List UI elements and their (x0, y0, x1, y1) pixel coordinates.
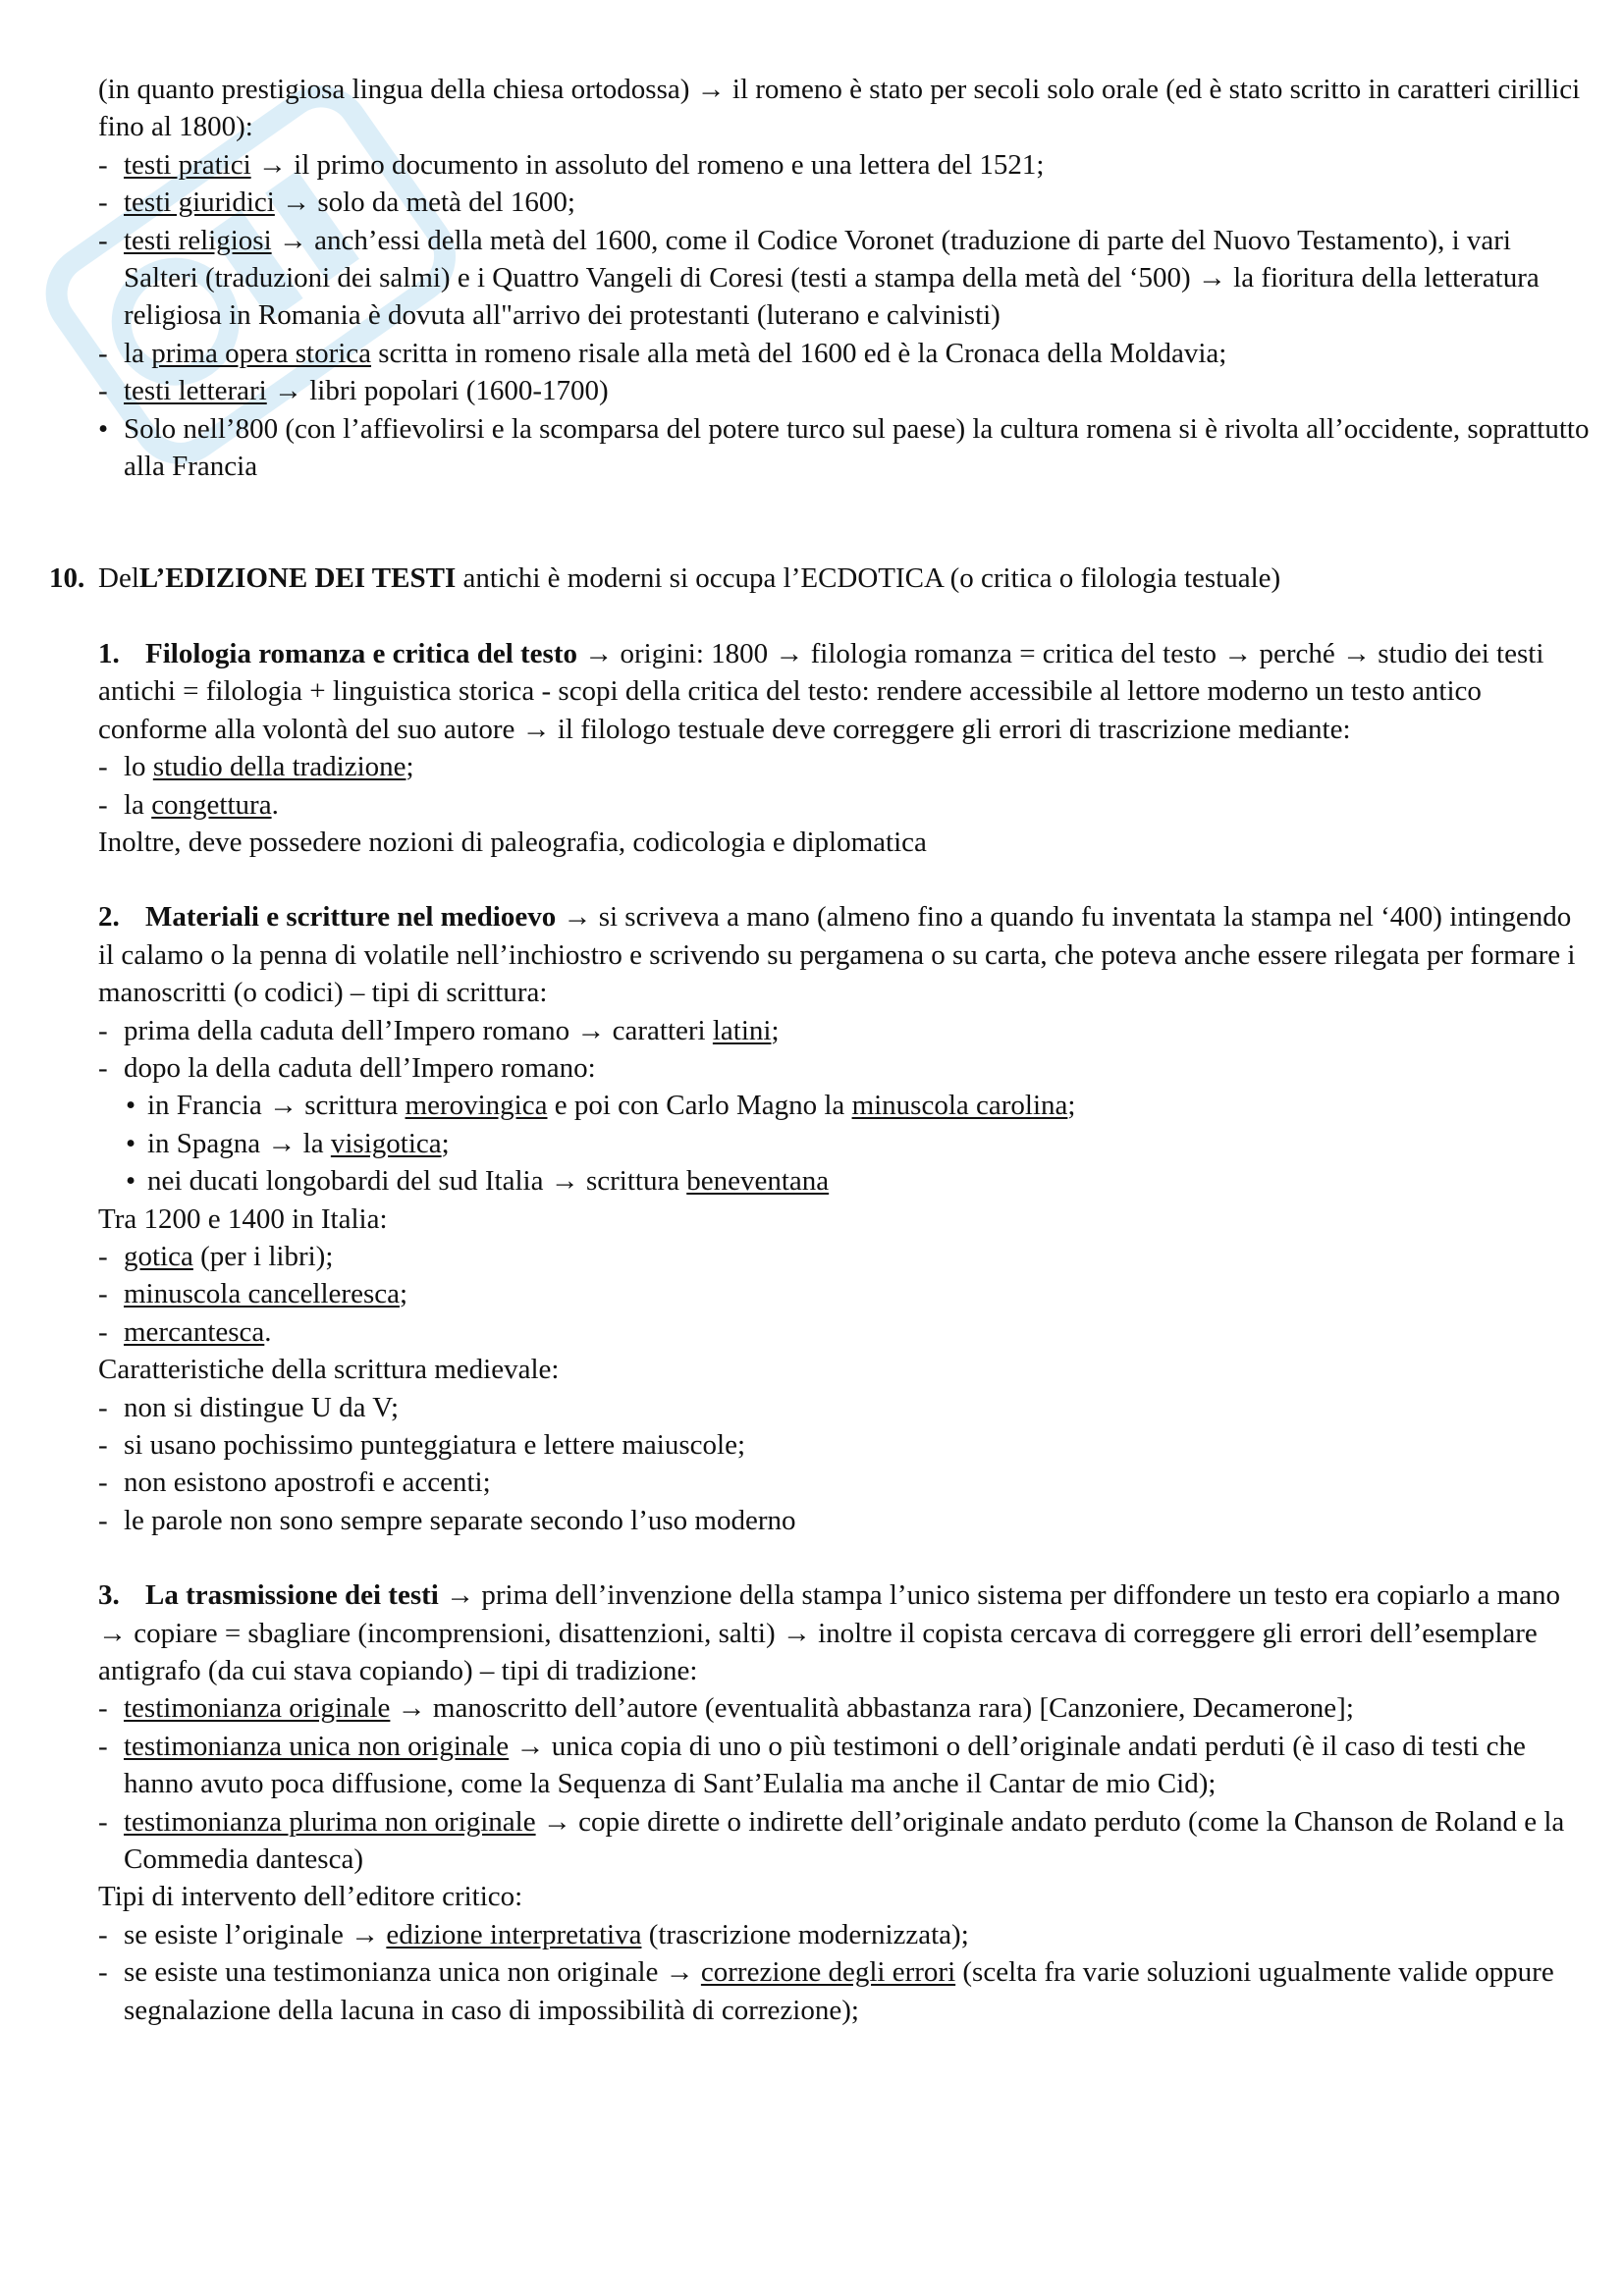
list-item-gotica: - gotica (per i libri); (98, 1238, 1591, 1275)
section-10-heading: 10. DelL’EDIZIONE DEI TESTI antichi è moderni si occupa l’ECDOTICA (o critica o filologia testuale) (49, 562, 1281, 595)
list-item-edizione-interpretativa: - se esiste l’originale → edizione interpretativa (trascrizione modernizzata); (98, 1916, 1591, 1953)
list-item-testi-letterari: - testi letterari → libri popolari (1600-1700) (98, 372, 1591, 409)
list-item-cancelleresca: - minuscola cancelleresca; (98, 1275, 1591, 1312)
list-item-parole: - le parole non sono sempre separate secondo l’uso moderno (98, 1502, 1591, 1539)
sub-item-spagna: • in Spagna → la visigotica; (98, 1125, 1591, 1162)
list-item-studio-tradizione: - lo studio della tradizione; (98, 748, 1591, 785)
list-item-dopo-caduta: - dopo la della caduta dell’Impero romano: (98, 1049, 1591, 1087)
document-page (49, 71, 1591, 2029)
list-item-u-v: - non si distingue U da V; (98, 1389, 1591, 1426)
list-item-prima-caduta: - prima della caduta dell’Impero romano → caratteri latini; (98, 1012, 1591, 1049)
list-item-prima-opera-storica: - la prima opera storica scritta in romeno risale alla metà del 1600 ed è la Cronaca della Moldavia; (98, 335, 1591, 372)
list-item-testi-giuridici: - testi giuridici → solo da metà del 1600; (98, 184, 1591, 221)
subsection-2-title: Materiali e scritture nel medioevo (145, 901, 557, 934)
list-item-testi-religiosi: - testi religiosi → anch’essi della metà del 1600, come il Codice Voronet (traduzione di parte del Nuovo Testamento), i vari Salteri (traduzioni dei salmi) e i Quattro Vangeli di Coresi (testi a stampa della metà del ‘500) → la fioritura della letteratura religiosa in Romania è dovuta all"arrivo dei protestanti (luterano e calvinisti) (98, 222, 1591, 335)
paragraph-tra: Tra 1200 e 1400 in Italia: (98, 1202, 388, 1235)
list-item-punteggiatura: - si usano pochissimo punteggiatura e lettere maiuscole; (98, 1426, 1591, 1464)
subsection-3-title: La trasmissione dei testi (145, 1579, 439, 1612)
sub-item-ducati: • nei ducati longobardi del sud Italia → scrittura beneventana (98, 1162, 1591, 1200)
paragraph-caratteristiche: Caratteristiche della scrittura medievale: (98, 1354, 560, 1386)
subsection-1: 1. Filologia romanza e critica del testo → origini: 1800 → filologia romanza = critica del testo → perché → studio dei testi antichi = filologia + linguistica storica - scopi della critica del testo: rendere accessibile al lettore moderno un testo antico conforme alla volontà del suo autore → il filologo testuale deve correggere gli errori di trascrizione mediante: (98, 637, 1544, 745)
list-item-apostrofi: - non esistono apostrofi e accenti; (98, 1464, 1591, 1501)
paragraph-inoltre: Inoltre, deve possedere nozioni di paleografia, codicologia e diplomatica (98, 826, 927, 858)
paragraph-tipi-intervento: Tipi di intervento dell’editore critico: (98, 1881, 523, 1913)
list-item-testimonianza-unica: - testimonianza unica non originale → unica copia di uno o più testimoni o dell’originale andati perduti (è il caso di testi che hanno avuto poca diffusione, come la Sequenza di Sant’Eulalia ma anche il Cantar de mio Cid); (98, 1728, 1591, 1803)
subsection-1-title: Filologia romanza e critica del testo (145, 637, 577, 669)
list-item-congettura: - la congettura. (98, 786, 1591, 824)
list-item-testi-pratici: - testi pratici → il primo documento in assoluto del romeno e una lettera del 1521; (98, 146, 1591, 184)
subsection-3: 3. La trasmissione dei testi → prima dell’invenzione della stampa l’unico sistema per diffondere un testo era copiarlo a mano → copiare = sbagliare (incomprensioni, disattenzioni, salti) → inoltre il copista cercava di correggere gli errori dell’esemplare antigrafo (da cui stava copiando) – tipi di tradizione: (98, 1579, 1561, 1687)
sub-item-francia: • in Francia → scrittura merovingica e poi con Carlo Magno la minuscola carolina; (98, 1087, 1591, 1124)
bullet-ottocento: • Solo nell’800 (con l’affievolirsi e la scomparsa del potere turco sul paese) la cultura romena si è rivolta all’occidente, soprattutto alla Francia (98, 410, 1591, 486)
list-item-correzione-errori: - se esiste una testimonianza unica non originale → correzione degli errori (scelta fra varie soluzioni ugualmente valide oppure segnalazione della lacuna in caso di impossibilità di correzione); (98, 1953, 1591, 2029)
intro-paragraph: (in quanto prestigiosa lingua della chiesa ortodossa) → il romeno è stato per secoli solo orale (ed è stato scritto in caratteri cirillici fino al 1800): (98, 74, 1581, 143)
list-item-testimonianza-originale: - testimonianza originale → manoscritto dell’autore (eventualità abbastanza rara) [Canzoniere, Decamerone]; (98, 1689, 1591, 1727)
subsection-2: 2. Materiali e scritture nel medioevo → si scriveva a mano (almeno fino a quando fu inventata la stampa nel ‘400) intingendo il calamo o la penna di volatile nell’inchiostro e scrivendo su pergamena o su carta, che poteva anche essere rilegata per formare i manoscritti (o codici) – tipi di scrittura: (98, 901, 1576, 1009)
list-item-testimonianza-plurima: - testimonianza plurima non originale → copie dirette o indirette dell’originale andato perduto (come la Chanson de Roland e la Commedia dantesca) (98, 1803, 1591, 1879)
list-item-mercantesca: - mercantesca. (98, 1313, 1591, 1351)
